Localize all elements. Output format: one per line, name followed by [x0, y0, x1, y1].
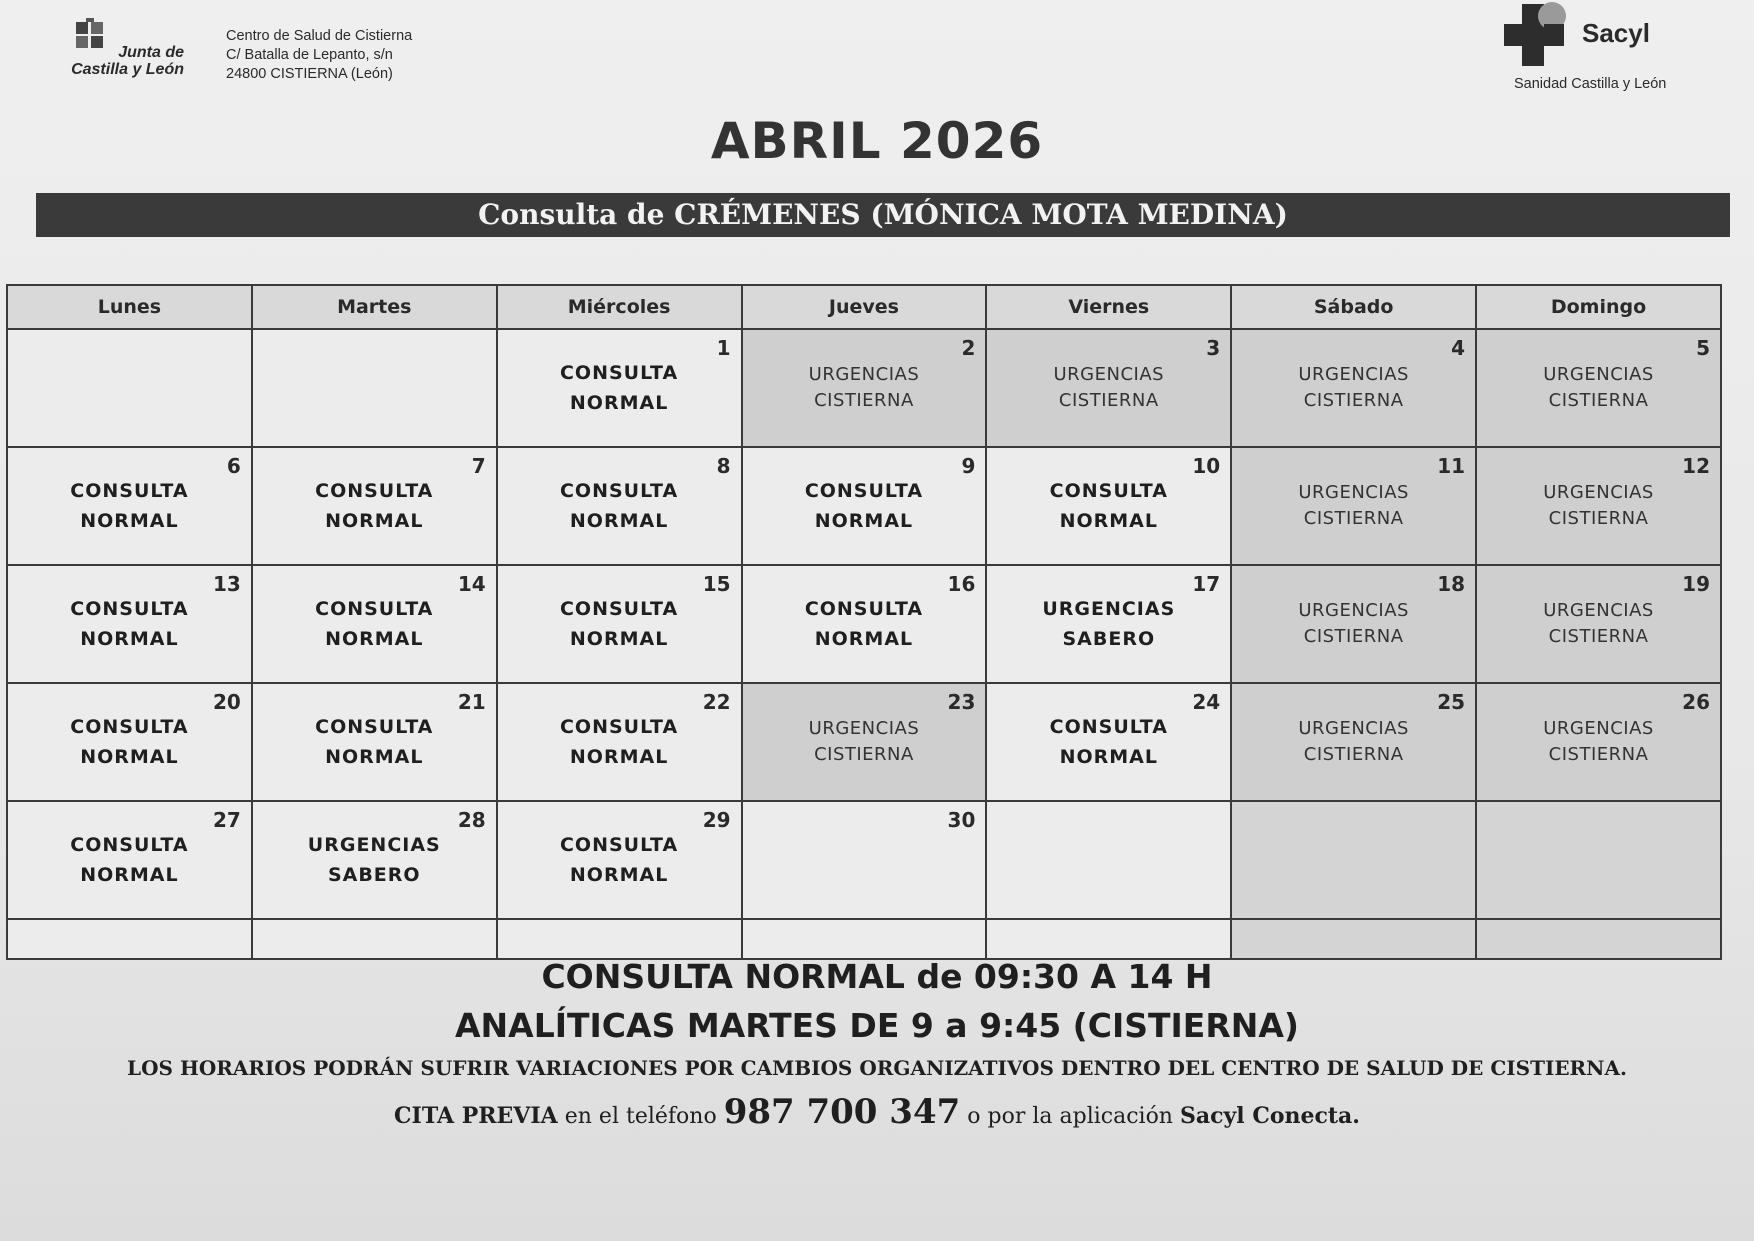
empty-cell — [1476, 919, 1721, 959]
day-cell — [1231, 683, 1476, 801]
day-cell — [1476, 565, 1721, 683]
day-number: 7 — [471, 454, 486, 478]
day-activity-line-2: NORMAL — [325, 628, 424, 650]
day-activity-line-2: NORMAL — [1059, 510, 1158, 532]
junta-castilla-leon-logo — [60, 18, 190, 88]
day-number: 4 — [1451, 336, 1466, 360]
jcyl-logo-line-2: Castilla y León — [71, 61, 184, 78]
day-number: 10 — [1192, 454, 1221, 478]
day-activity-line-2: SABERO — [1062, 628, 1156, 650]
day-number: 6 — [226, 454, 241, 478]
empty-cell — [986, 919, 1231, 959]
weekday-header: Miércoles — [497, 285, 742, 329]
cita-previa-label: CITA PREVIA — [394, 1103, 558, 1129]
day-cell — [742, 801, 987, 919]
day-number: 1 — [716, 336, 731, 360]
day-number: 14 — [457, 572, 486, 596]
day-activity-line-1: CONSULTA — [559, 480, 679, 502]
empty-cell — [252, 919, 497, 959]
day-activity-line-1: CONSULTA — [804, 480, 924, 502]
day-activity-line-2: NORMAL — [569, 392, 669, 414]
calendar-table — [6, 284, 1722, 960]
day-activity-line-2: NORMAL — [569, 510, 669, 532]
address-line-1: Centro de Salud de Cistierna — [226, 28, 413, 44]
day-cell — [497, 683, 742, 801]
day-activity-line-2: CISTIERNA — [1303, 744, 1404, 765]
empty-cell — [1231, 919, 1476, 959]
weekday-header: Sábado — [1231, 285, 1476, 329]
day-activity-line-2: CISTIERNA — [1548, 508, 1649, 529]
day-cell — [1231, 565, 1476, 683]
day-activity-line-1: CONSULTA — [559, 598, 679, 620]
day-number: 16 — [947, 572, 976, 596]
day-activity-line-2: NORMAL — [814, 510, 914, 532]
day-activity-line-1: CONSULTA — [315, 716, 434, 738]
weekday-header: Viernes — [986, 285, 1231, 329]
day-activity-line-2: SABERO — [327, 864, 421, 886]
day-number: 24 — [1192, 690, 1221, 714]
day-activity-line-1: CONSULTA — [70, 480, 189, 502]
day-number: 18 — [1437, 572, 1466, 596]
day-cell — [252, 447, 497, 565]
day-activity-line-2: NORMAL — [80, 510, 179, 532]
day-number: 27 — [213, 808, 241, 832]
day-cell — [1231, 447, 1476, 565]
day-number: 25 — [1437, 690, 1466, 714]
day-activity-line-2: CISTIERNA — [1548, 390, 1649, 411]
day-activity-line-2: CISTIERNA — [1548, 744, 1649, 765]
day-cell — [497, 801, 742, 919]
week-row — [7, 447, 1721, 565]
day-number: 2 — [961, 336, 976, 360]
day-cell — [497, 447, 742, 565]
empty-cell — [497, 919, 742, 959]
day-cell — [7, 683, 252, 801]
week-row — [7, 565, 1721, 683]
day-number: 11 — [1437, 454, 1466, 478]
week-row — [7, 683, 1721, 801]
trailing-empty-row — [7, 919, 1721, 959]
day-cell — [742, 565, 987, 683]
appointment-info — [0, 1092, 1754, 1132]
day-cell — [252, 801, 497, 919]
schedule-disclaimer: LOS HORARIOS PODRÁN SUFRIR VARIACIONES POR CAMBIOS ORGANIZATIVOS DENTRO DEL CENTRO DE SALUD DE CISTIERNA. — [127, 1056, 1627, 1080]
day-activity-line-2: CISTIERNA — [1303, 626, 1404, 647]
day-activity-line-1: URGENCIAS — [307, 834, 441, 856]
day-number: 15 — [702, 572, 731, 596]
day-number: 19 — [1682, 572, 1710, 596]
day-activity-line-1: CONSULTA — [70, 598, 189, 620]
day-cell — [742, 329, 987, 447]
day-cell — [252, 683, 497, 801]
day-activity-line-1: URGENCIAS — [808, 718, 920, 739]
week-row — [7, 801, 1721, 919]
app-name: Sacyl Conecta. — [1179, 1103, 1360, 1129]
day-number: 13 — [213, 572, 241, 596]
day-activity-line-1: URGENCIAS — [808, 364, 920, 385]
day-cell — [497, 329, 742, 447]
day-activity-line-2: NORMAL — [80, 628, 179, 650]
day-number: 22 — [702, 690, 731, 714]
day-number: 26 — [1682, 690, 1710, 714]
day-activity-line-1: CONSULTA — [804, 598, 924, 620]
weekday-header: Martes — [252, 285, 497, 329]
day-cell — [986, 565, 1231, 683]
day-number: 17 — [1192, 572, 1221, 596]
day-activity-line-2: NORMAL — [80, 746, 179, 768]
day-activity-line-1: CONSULTA — [315, 598, 434, 620]
day-activity-line-1: CONSULTA — [1049, 716, 1168, 738]
day-cell — [742, 447, 987, 565]
day-number: 28 — [457, 808, 486, 832]
phone-number: 987 700 347 — [723, 1092, 961, 1132]
day-cell — [742, 683, 987, 801]
day-activity-line-2: NORMAL — [80, 864, 179, 886]
weekday-header: Domingo — [1476, 285, 1721, 329]
day-number: 12 — [1682, 454, 1710, 478]
consulta-hours-note: CONSULTA NORMAL de 09:30 A 14 H — [541, 957, 1213, 996]
cita-app-intro: o por la aplicación — [960, 1104, 1180, 1129]
address-line-3: 24800 CISTIERNA (León) — [226, 66, 393, 82]
day-activity-line-2: CISTIERNA — [1303, 390, 1404, 411]
day-cell — [1476, 683, 1721, 801]
weekday-header-row — [7, 285, 1721, 329]
day-activity-line-1: CONSULTA — [559, 834, 679, 856]
day-activity-line-1: CONSULTA — [70, 834, 189, 856]
address-line-2: C/ Batalla de Lepanto, s/n — [226, 47, 393, 63]
day-activity-line-1: CONSULTA — [1049, 480, 1168, 502]
day-number: 21 — [457, 690, 486, 714]
day-activity-line-2: NORMAL — [325, 746, 424, 768]
day-cell — [986, 447, 1231, 565]
day-activity-line-2: CISTIERNA — [1303, 508, 1404, 529]
day-number: 5 — [1696, 336, 1710, 360]
sacyl-logo — [1500, 0, 1690, 100]
sacyl-cross-icon — [1500, 0, 1580, 72]
weekday-header: Lunes — [7, 285, 252, 329]
day-cell — [1231, 801, 1476, 919]
day-activity-line-1: URGENCIAS — [1543, 364, 1654, 385]
day-cell — [7, 329, 252, 447]
analiticas-note: ANALÍTICAS MARTES DE 9 a 9:45 (CISTIERNA) — [455, 1006, 1299, 1045]
consultation-banner: Consulta de CRÉMENES (MÓNICA MOTA MEDINA) — [36, 193, 1730, 237]
day-cell — [252, 565, 497, 683]
page-title: ABRIL 2026 — [710, 112, 1044, 170]
calendar-body — [7, 329, 1721, 959]
day-activity-line-1: URGENCIAS — [1543, 482, 1654, 503]
week-row — [7, 329, 1721, 447]
cita-phone-intro: en el teléfono — [557, 1104, 724, 1129]
day-cell — [7, 801, 252, 919]
day-number: 30 — [947, 808, 976, 832]
day-cell — [1476, 801, 1721, 919]
day-activity-line-2: CISTIERNA — [814, 744, 914, 765]
day-number: 8 — [716, 454, 731, 478]
day-cell — [7, 447, 252, 565]
day-activity-line-1: URGENCIAS — [1042, 598, 1176, 620]
day-activity-line-2: NORMAL — [1059, 746, 1158, 768]
day-activity-line-2: CISTIERNA — [814, 390, 914, 411]
sacyl-name: Sacyl — [1582, 18, 1650, 48]
day-activity-line-1: URGENCIAS — [1298, 482, 1409, 503]
health-center-address — [226, 27, 412, 84]
day-activity-line-1: URGENCIAS — [1298, 600, 1409, 621]
day-activity-line-1: URGENCIAS — [1543, 718, 1654, 739]
jcyl-logo-line-1: Junta de — [118, 44, 184, 61]
sacyl-subtitle: Sanidad Castilla y León — [1514, 76, 1667, 92]
weekday-header: Jueves — [742, 285, 987, 329]
day-activity-line-2: CISTIERNA — [1058, 390, 1159, 411]
day-activity-line-1: URGENCIAS — [1053, 364, 1165, 385]
empty-cell — [742, 919, 987, 959]
day-activity-line-2: NORMAL — [569, 746, 669, 768]
day-cell — [986, 683, 1231, 801]
day-activity-line-1: URGENCIAS — [1298, 718, 1409, 739]
day-activity-line-2: NORMAL — [325, 510, 424, 532]
day-number: 3 — [1206, 336, 1221, 360]
day-activity-line-1: CONSULTA — [559, 716, 679, 738]
day-activity-line-1: URGENCIAS — [1298, 364, 1409, 385]
day-activity-line-1: CONSULTA — [559, 362, 679, 384]
day-number: 20 — [213, 690, 241, 714]
day-cell — [986, 329, 1231, 447]
day-number: 23 — [947, 690, 976, 714]
day-cell — [1231, 329, 1476, 447]
day-number: 29 — [702, 808, 731, 832]
day-activity-line-1: URGENCIAS — [1543, 600, 1654, 621]
day-cell — [1476, 329, 1721, 447]
day-activity-line-2: CISTIERNA — [1548, 626, 1649, 647]
day-number: 9 — [961, 454, 976, 478]
day-cell — [1476, 447, 1721, 565]
empty-cell — [7, 919, 252, 959]
day-cell — [7, 565, 252, 683]
day-activity-line-2: NORMAL — [569, 628, 669, 650]
day-cell — [986, 801, 1231, 919]
day-activity-line-2: NORMAL — [814, 628, 914, 650]
day-activity-line-2: NORMAL — [569, 864, 669, 886]
day-activity-line-1: CONSULTA — [315, 480, 434, 502]
day-cell — [497, 565, 742, 683]
day-activity-line-1: CONSULTA — [70, 716, 189, 738]
day-cell — [252, 329, 497, 447]
